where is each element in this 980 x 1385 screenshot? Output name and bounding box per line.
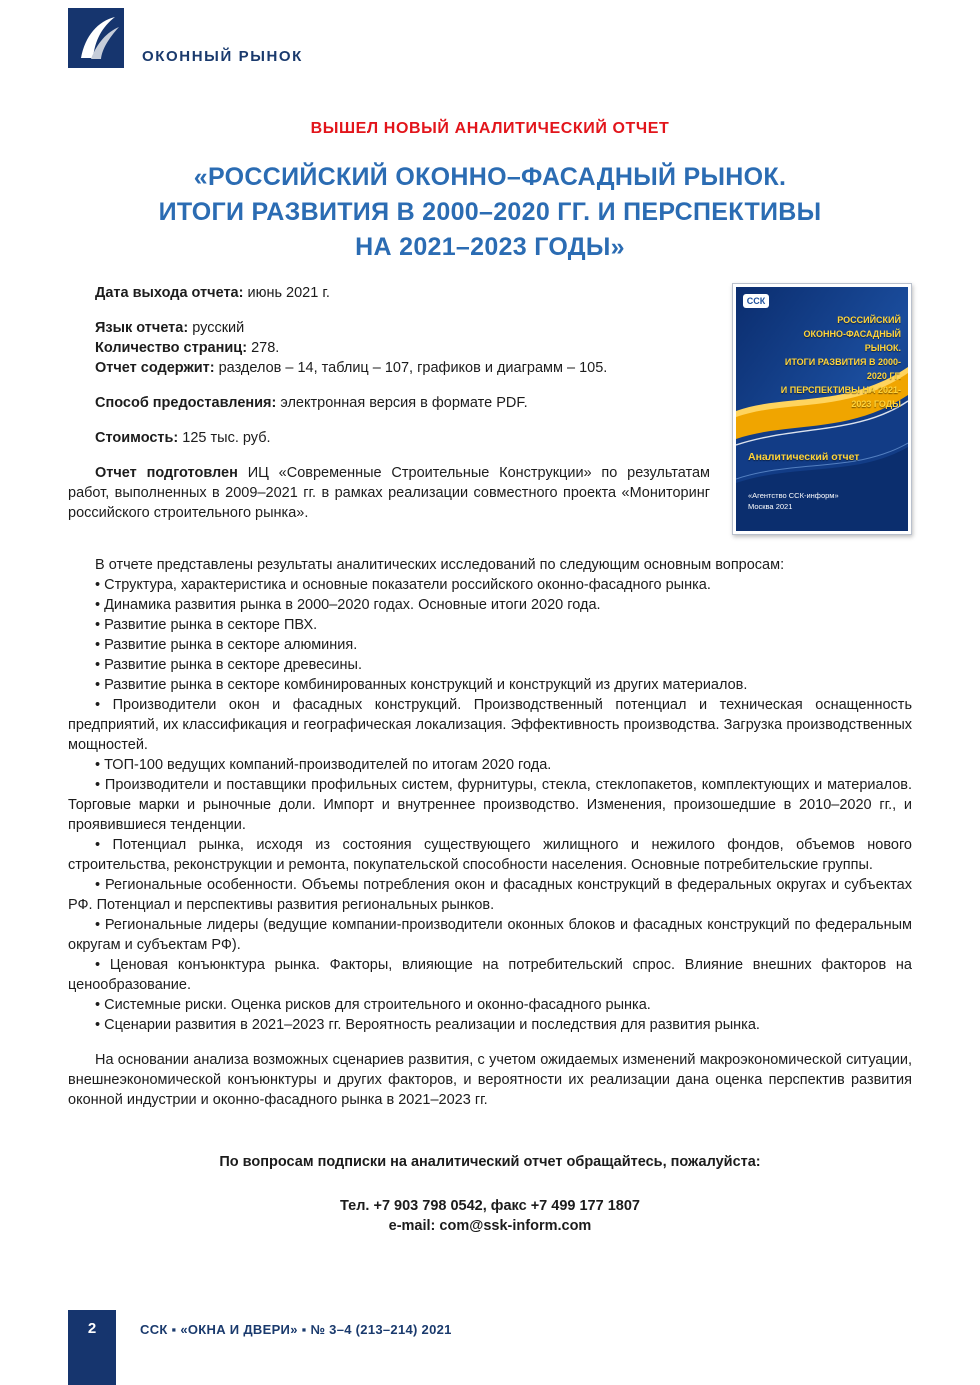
detail-label: Стоимость: bbox=[95, 430, 179, 446]
topic-item: • Производители и поставщики профильных систем, фурнитуры, стекла, стеклопакетов, комплектующих и материалов. Торговые марки и рыночные доли. Импорт и внутреннее производство. Изменения, произошедшие в 2010–2020 гг., и проявившиеся тенденции. bbox=[68, 777, 912, 833]
topic-item: • Развитие рынка в секторе древесины. bbox=[95, 657, 362, 673]
announcement-line: ВЫШЕЛ НОВЫЙ АНАЛИТИЧЕСКИЙ ОТЧЕТ bbox=[310, 120, 670, 137]
detail-label: Дата выхода отчета: bbox=[95, 285, 244, 301]
topics-intro: В отчете представлены результаты аналитических исследований по следующим основным вопросам: bbox=[95, 557, 785, 573]
contact-phone: Тел. +7 903 798 0542, факс +7 499 177 1807 bbox=[340, 1198, 640, 1214]
cover-title-line3: ИТОГИ РАЗВИТИЯ В 2000-2020 ГГ. bbox=[784, 357, 901, 381]
cover-city-year: Москва 2021 bbox=[748, 502, 793, 511]
detail-value: июнь 2021 г. bbox=[243, 285, 330, 301]
cover-subtitle: Аналитический отчет bbox=[748, 451, 860, 463]
detail-release-date bbox=[68, 283, 710, 303]
contact-block bbox=[68, 1152, 912, 1236]
detail-language bbox=[68, 318, 710, 338]
cover-publisher bbox=[748, 490, 839, 512]
swoosh-logo-icon bbox=[68, 8, 124, 68]
report-cover-wrap bbox=[732, 283, 912, 535]
detail-value: 125 тыс. руб. bbox=[178, 430, 271, 446]
topic-item: • ТОП-100 ведущих компаний-производителей по итогам 2020 года. bbox=[95, 757, 552, 773]
topic-item: • Потенциал рынка, исходя из состояния существующего жилищного и нежилого фондов, объемов нового строительства, реконструкции и ремонта, покупательской способности населения. Основные потребительские группы. bbox=[68, 837, 912, 873]
ssk-logo bbox=[68, 8, 124, 68]
report-cover-image bbox=[732, 283, 912, 535]
cover-publisher-logo: ССК bbox=[743, 294, 769, 308]
page-footer bbox=[68, 1310, 452, 1385]
topic-item: • Региональные особенности. Объемы потребления окон и фасадных конструкций в федеральных округах и субъектах РФ. Потенциал и перспективы развития региональных рынков. bbox=[68, 877, 912, 913]
topic-item: • Структура, характеристика и основные показатели российского оконно-фасадного рынка. bbox=[95, 577, 711, 593]
topic-item: • Динамика развития рынка в 2000–2020 годах. Основные итоги 2020 года. bbox=[95, 597, 601, 613]
detail-prepared-by bbox=[68, 463, 710, 523]
detail-value: ИЦ «Современные Строительные Конструкции» по результатам работ, выполненных в 2009–2021 гг. в рамках реализации совместного проекта «Мониторинг российского строительного рынка». bbox=[68, 465, 710, 521]
detail-label: Количество страниц: bbox=[95, 340, 248, 356]
report-title-line3: НА 2021–2023 ГОДЫ» bbox=[355, 233, 625, 261]
detail-value: разделов – 14, таблиц – 107, графиков и диаграмм – 105. bbox=[214, 360, 608, 376]
contact-email: e-mail: com@ssk-inform.com bbox=[388, 1218, 592, 1234]
report-details bbox=[68, 283, 710, 535]
topic-item: • Ценовая конъюнктура рынка. Факторы, влияющие на потребительский спрос. Влияние внешних факторов на ценообразование. bbox=[68, 957, 912, 993]
detail-label: Отчет подготовлен bbox=[95, 465, 238, 481]
section-label: ОКОННЫЙ РЫНОК bbox=[142, 48, 303, 65]
cover-title bbox=[769, 313, 901, 411]
page-number-box: 2 bbox=[68, 1310, 116, 1385]
report-title-line2: ИТОГИ РАЗВИТИЯ В 2000–2020 ГГ. И ПЕРСПЕКТИВЫ bbox=[158, 198, 822, 226]
report-title-line1: «РОССИЙСКИЙ ОКОННО–ФАСАДНЫЙ РЫНОК. bbox=[193, 163, 787, 191]
report-intro-row bbox=[68, 283, 912, 535]
topic-item: • Развитие рынка в секторе ПВХ. bbox=[95, 617, 318, 633]
detail-value: 278. bbox=[247, 340, 280, 356]
detail-contents bbox=[68, 358, 710, 378]
topic-item: • Системные риски. Оценка рисков для строительного и оконно-фасадного рынка. bbox=[95, 997, 651, 1013]
detail-label: Отчет содержит: bbox=[95, 360, 215, 376]
detail-pages bbox=[68, 338, 710, 358]
report-title bbox=[68, 160, 912, 265]
footer-issue-info: ССК ▪ «ОКНА И ДВЕРИ» ▪ № 3–4 (213–214) 2021 bbox=[140, 1322, 452, 1337]
cover-title-line1: РОССИЙСКИЙ bbox=[837, 315, 901, 325]
cover-title-line2: ОКОННО-ФАСАДНЫЙ РЫНОК. bbox=[803, 329, 901, 353]
report-topics-list bbox=[68, 555, 912, 1035]
detail-delivery bbox=[68, 393, 710, 413]
detail-label: Язык отчета: bbox=[95, 320, 189, 336]
closing-paragraph: На основании анализа возможных сценариев развития, с учетом ожидаемых изменений макроэкономической ситуации, внешнеэкономической конъюнктуры и других факторов, и вероятности их реализации дана оценка перспектив развития оконной индустрии и оконно-фасадного рынка в 2021–2023 гг. bbox=[68, 1052, 912, 1108]
page-header bbox=[68, 0, 912, 68]
topic-item: • Развитие рынка в секторе комбинированных конструкций и конструкций из других материалов. bbox=[95, 677, 748, 693]
topic-item: • Развитие рынка в секторе алюминия. bbox=[95, 637, 358, 653]
detail-value: электронная версия в формате PDF. bbox=[276, 395, 528, 411]
detail-value: русский bbox=[188, 320, 245, 336]
contact-heading: По вопросам подписки на аналитический отчет обращайтесь, пожалуйста: bbox=[219, 1154, 761, 1170]
detail-label: Способ предоставления: bbox=[95, 395, 277, 411]
topic-item: • Сценарии развития в 2021–2023 гг. Вероятность реализации и последствия для развития рынка. bbox=[95, 1017, 760, 1033]
detail-language-pages-contents bbox=[68, 318, 710, 378]
detail-price bbox=[68, 428, 710, 448]
cover-title-line4: И ПЕРСПЕКТИВЫ НА 2021-2023 ГОДЫ bbox=[780, 385, 901, 409]
cover-publisher-name: «Агентство ССК-информ» bbox=[748, 491, 839, 500]
topic-item: • Региональные лидеры (ведущие компании-производители оконных блоков и фасадных конструкций по федеральным округам и субъектам РФ). bbox=[68, 917, 912, 953]
report-cover-art bbox=[736, 287, 908, 531]
topic-item: • Производители окон и фасадных конструкций. Производственный потенциал и техническая оснащенность предприятий, их классификация и географическая локализация. Эффективность производства. Загрузка производственных мощностей. bbox=[68, 697, 912, 753]
